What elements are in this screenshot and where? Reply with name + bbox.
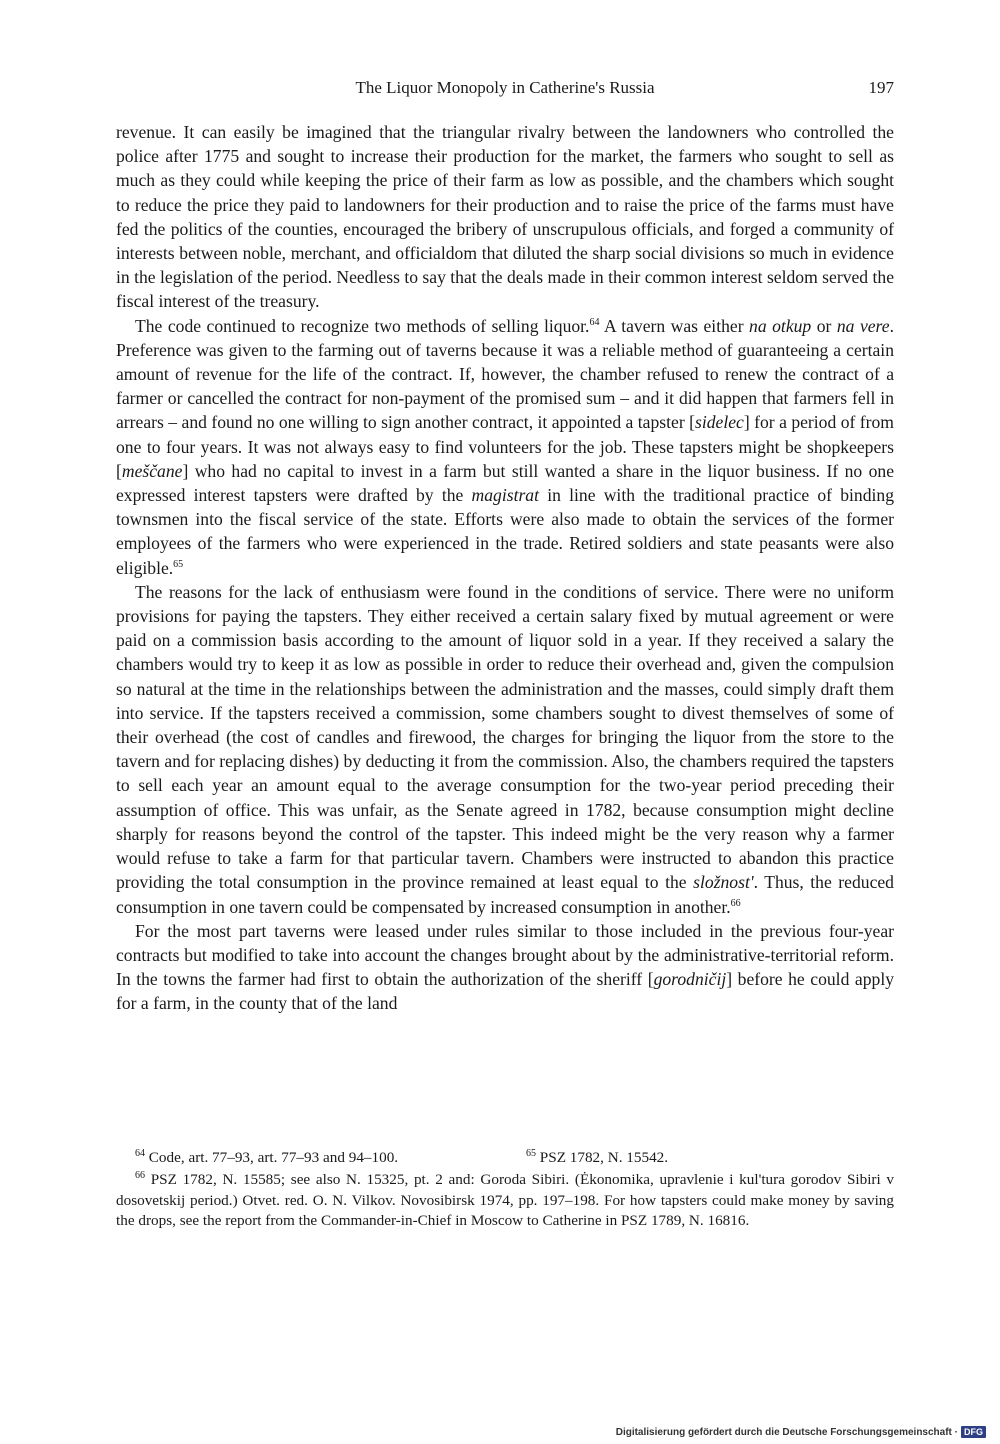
footnote-64: [135, 1148, 398, 1169]
footnote-ref: 64: [589, 316, 600, 328]
text-run: ] for a period of from one to four years. It was not always easy to find volunteers for the job. These tapsters might be shopkeepers [: [116, 412, 894, 481]
text-run: revenue. It can easily be imagined that the triangular rivalry between the landowners who controlled the police after 1775 and sought to increase their production for the market, the farmers who sought to sell as much as they could while keeping the price of their farm as low as possible, and the chambers which sought to reduce the price they paid to landowners for their production and to raise the price of the farms must have fed the politics of the counties, encouraged the bribery of unscrupulous officials, and forged a community of interests between noble, merchant, and officialdom that diluted the sharp social divisions so much in evidence in the legislation of the period. Needless to say that the deals made in their common interest seldom served the fiscal interest of the treasury.: [116, 122, 894, 312]
text-run: A tavern was either: [599, 315, 750, 336]
italic-term: meščane: [121, 460, 183, 481]
italic-term: gorodničij: [653, 969, 727, 990]
credit-text: Digitalisierung gefördert durch die Deutsche Forschungsgemeinschaft ·: [615, 1426, 958, 1438]
footnote-65: [526, 1148, 668, 1169]
footnote-text: PSZ 1782, N. 15585; see also N. 15325, pt. 2 and: Goroda Sibiri. (Ėkonomika, upravlenie i kul'tura gorodov Sibiri v dosovetskij period.) Otvet. red. O. N. Vilkov. Novosibirsk 1974, pp. 197–198. For how tapsters could make money by saving the drops, see the report from the Commander-in-Chief in Moscow to Catherine in PSZ 1789, N. 16816.: [116, 1171, 894, 1229]
body-text: [116, 120, 894, 1016]
italic-term: složnost': [693, 872, 754, 893]
footnote-ref: 65: [173, 558, 184, 570]
footnote-number: 66: [135, 1169, 145, 1181]
text-run: The reasons for the lack of enthusiasm were found in the conditions of service. There were no uniform provisions for paying the tapsters. They either received a certain salary fixed by mutual agreement or were paid on a commission basis according to the amount of liquor sold in a year. If they received a salary the chambers would try to keep it as low as possible in order to reduce their overhead and, given the compulsion so natural at the time in the relationships between the administration and the masses, could simply draft them into service. If the tapsters received a commission, some chambers sought to divest themselves of some of their overhead (the cost of candles and firewood, the charges for bringing the liquor from the store to the tavern and for replacing dishes) by deducting it from the commission. Also, the chambers required the tapsters to sell each year an amount equal to the average consumption for the two-year period preceding their assumption of office. This was unfair, as the Senate agreed in 1782, because consumption might decline sharply for reasons beyond the control of the tapster. This indeed might be the very reason why a farmer would refuse to take a farm for that particular tavern. Chambers were instructed to abandon this practice providing the total consumption in the province remained at least equal to the: [116, 581, 894, 893]
paragraph: [116, 120, 894, 314]
text-run: For the most part taverns were leased under rules similar to those included in the previous four-year contracts but modified to take into account the changes brought about by the administrative-territorial reform. In the towns the farmer had first to obtain the authorization of the sheriff [: [116, 920, 894, 990]
running-title: The Liquor Monopoly in Catherine's Russia: [355, 78, 655, 97]
italic-term: magistrat: [471, 485, 539, 506]
text-run: in line with the traditional practice of binding townsmen into the fiscal service of the state. Efforts were also made to obtain the services of the former employees of the farmers who were experienced in the trade. Retired soldiers and state peasants were also eligible.: [116, 485, 894, 578]
footnote-number: 65: [526, 1147, 536, 1159]
footnote-text: PSZ 1782, N. 15542.: [539, 1149, 669, 1166]
paragraph: [116, 314, 894, 580]
text-run: or: [811, 315, 837, 336]
text-run: . Preference was given to the farming out of taverns because it was a reliable method of guaranteeing a certain amount of revenue for the life of the contract. If, however, the chamber refused to renew the contract of a farmer or cancelled the contract for non-payment of the promised sum – and it did happen that farmers fell in arrears – and found no one willing to sign another contract, it appointed a tapster [: [116, 315, 894, 433]
text-run: ] who had no capital to invest in a farm but still wanted a share in the liquor business. If no one expressed interest tapsters were drafted by the: [116, 460, 894, 506]
italic-term: sidelec: [694, 412, 744, 433]
footnotes: [116, 1148, 894, 1232]
text-run: The code continued to recognize two methods of selling liquor.: [135, 315, 590, 336]
footnote-number: 64: [135, 1147, 145, 1159]
italic-term: na otkup: [749, 315, 812, 336]
running-header: [116, 78, 894, 104]
text-run: ] before he could apply for a farm, in the county that of the land: [116, 969, 894, 1014]
dfg-logo: DFG: [961, 1426, 986, 1438]
text-run: . Thus, the reduced consumption in one tavern could be compensated by increased consumption in another.: [116, 872, 894, 917]
digitization-credit: [616, 1426, 986, 1438]
page-number: 197: [868, 78, 894, 97]
footnote-ref: 66: [730, 897, 741, 909]
italic-term: na vere: [836, 315, 890, 336]
footnote-row: [116, 1148, 894, 1170]
footnote-text: Code, art. 77–93, art. 77–93 and 94–100.: [148, 1149, 399, 1166]
footnote-66: [116, 1170, 894, 1232]
paragraph: [116, 580, 894, 919]
paragraph: [116, 919, 894, 1016]
